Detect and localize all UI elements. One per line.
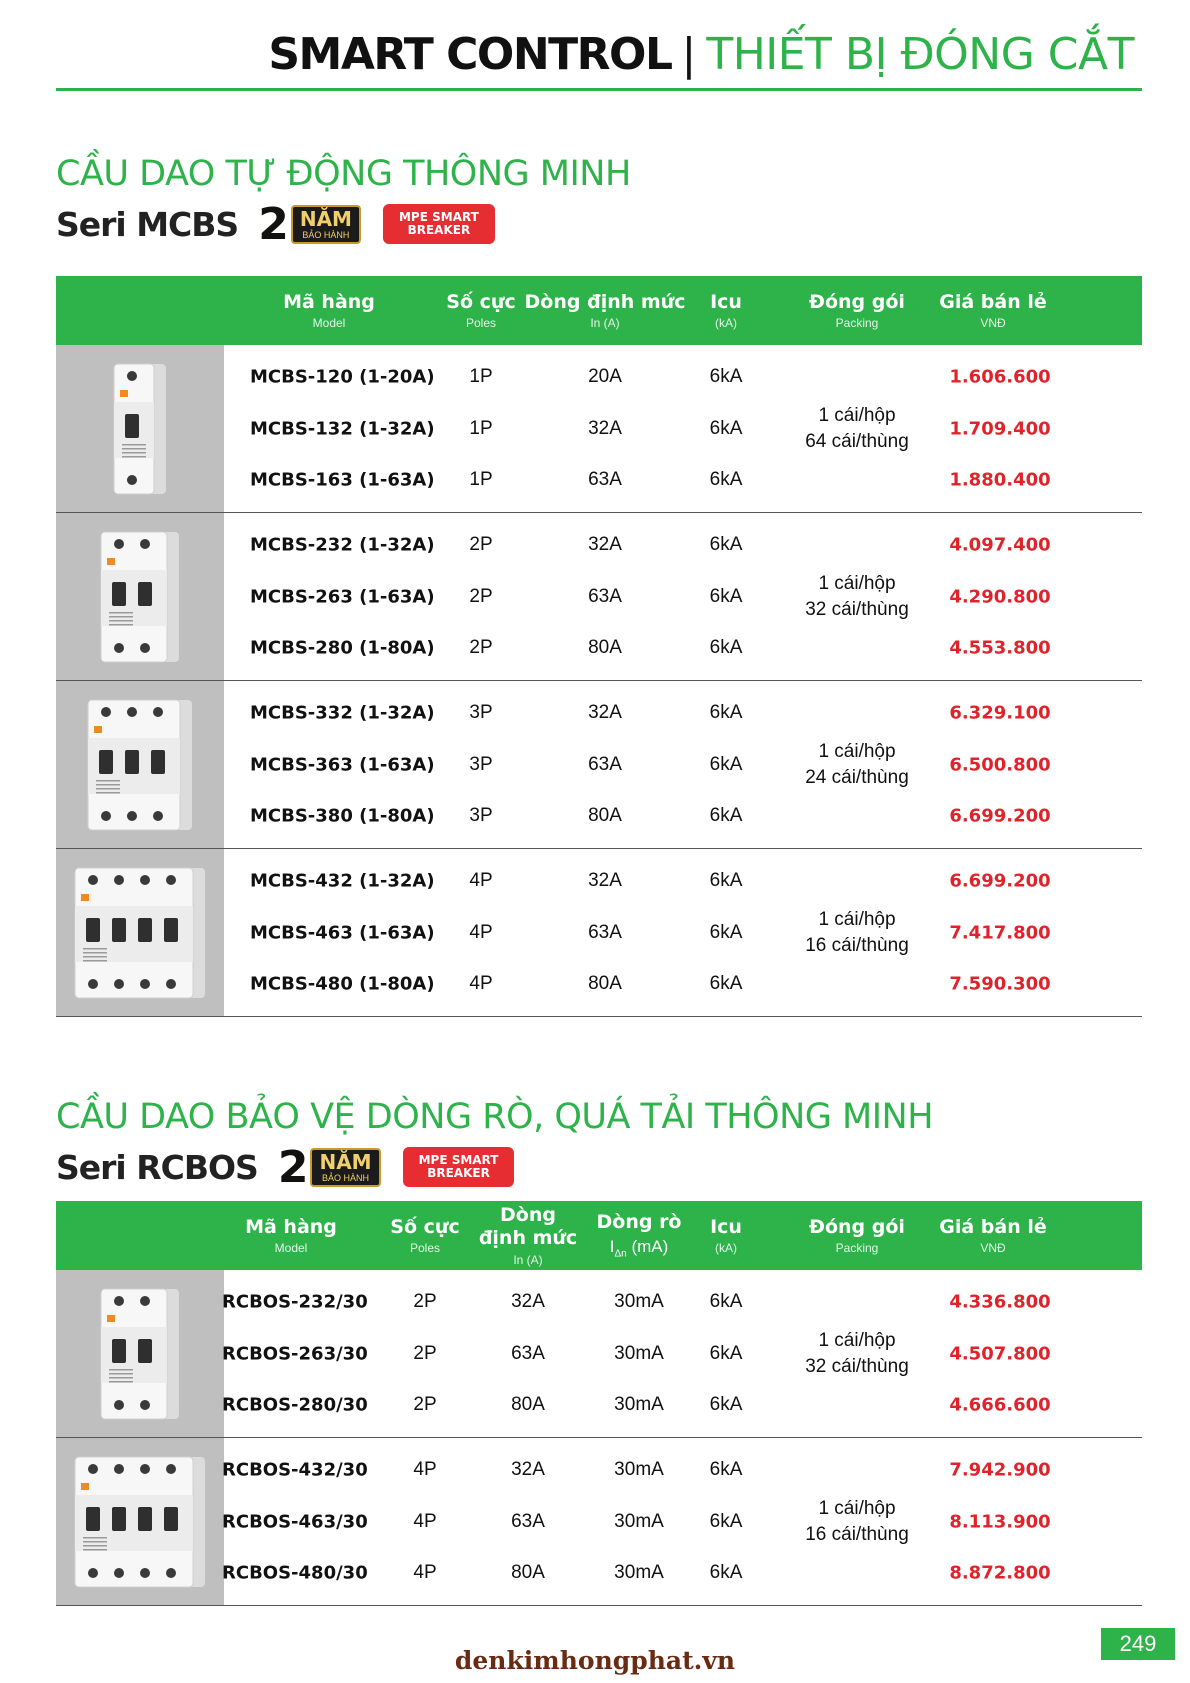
packing-per-carton: 16 cái/thùng [805, 1524, 909, 1545]
rated-current-value: 63A [511, 1343, 545, 1364]
retail-price: 6.329.100 [949, 702, 1051, 724]
poles-value: 4P [413, 1562, 437, 1583]
warranty-word: NĂM [319, 1149, 372, 1174]
retail-price: 1.709.400 [949, 418, 1051, 440]
leakage-current-value: 30mA [614, 1291, 664, 1312]
smart-badge-line2: BREAKER [407, 223, 471, 237]
header-subtitle: Packing [835, 1241, 879, 1256]
retail-price: 7.417.800 [949, 922, 1051, 944]
header-subtitle: In (A) [590, 316, 620, 331]
product-photo [56, 1270, 224, 1437]
packing-per-box: 1 cái/hộp [818, 909, 896, 930]
leak-index: Δn [614, 1248, 627, 1260]
packing-per-box: 1 cái/hộp [818, 405, 896, 426]
header-divider [56, 88, 1142, 91]
model-code: MCBS-232 (1-32A) [250, 534, 435, 556]
leakage-current-value: 30mA [614, 1562, 664, 1583]
poles-value: 4P [413, 1511, 437, 1532]
packing-per-box: 1 cái/hộp [818, 1330, 896, 1351]
rated-current-value: 32A [511, 1291, 545, 1312]
rcbos-header-poles [390, 1201, 459, 1270]
retail-price: 4.097.400 [949, 534, 1051, 556]
icu-value: 6kA [709, 805, 743, 826]
warranty-badge [277, 1141, 381, 1193]
leak-symbol: I [609, 1237, 615, 1257]
header-title: Dòng [500, 1204, 556, 1227]
mcbs-series-row [56, 200, 495, 248]
packing-info [805, 403, 909, 455]
packing-info [805, 571, 909, 623]
rated-current-value: 32A [588, 534, 622, 555]
icu-value: 6kA [709, 754, 743, 775]
header-subtitle: In (A) [513, 1252, 543, 1267]
header-subtitle: Model [312, 316, 346, 331]
header-subtitle: VNĐ [980, 1241, 1006, 1256]
smart-badge-line2: BREAKER [427, 1166, 490, 1180]
rated-current-value: 80A [588, 637, 622, 658]
model-code: MCBS-120 (1-20A) [250, 366, 435, 388]
packing-per-box: 1 cái/hộp [818, 573, 896, 594]
mcbs-series-name: Seri MCBS [56, 204, 239, 244]
poles-value: 2P [469, 534, 493, 555]
rated-current-value: 63A [511, 1511, 545, 1532]
model-code: MCBS-432 (1-32A) [250, 870, 435, 892]
header-subtitle: VNĐ [980, 316, 1006, 331]
rated-current-value: 80A [588, 805, 622, 826]
page-header [268, 24, 1134, 84]
warranty-box [310, 1148, 380, 1187]
poles-value: 2P [413, 1343, 437, 1364]
breaker-product-image [73, 866, 207, 1000]
header-subtitle: Model [274, 1241, 308, 1256]
smart-badge-line1: MPE SMART [398, 210, 479, 225]
warranty-sub: BẢO HÀNH [322, 1172, 370, 1183]
smart-breaker-badge [383, 204, 495, 244]
smart-badge-line1: MPE SMART [418, 1153, 499, 1168]
rated-current-value: 80A [511, 1394, 545, 1415]
model-code: RCBOS-463/30 [222, 1511, 368, 1533]
rated-current-value: 20A [588, 366, 622, 387]
model-code: RCBOS-263/30 [222, 1343, 368, 1365]
header-title: Dòng rò [596, 1211, 682, 1234]
product-photo [56, 513, 224, 680]
model-code: MCBS-480 (1-80A) [250, 973, 435, 995]
mcbs-table-body [56, 345, 1142, 1017]
model-code: MCBS-363 (1-63A) [250, 754, 435, 776]
header-title: Mã hàng [245, 1215, 337, 1238]
rated-current-value: 63A [588, 754, 622, 775]
leakage-current-value: 30mA [614, 1343, 664, 1364]
poles-value: 4P [469, 973, 493, 994]
mcbs-product-group [56, 513, 1142, 681]
packing-per-carton: 24 cái/thùng [805, 767, 909, 788]
icu-value: 6kA [709, 469, 743, 490]
warranty-sub: BẢO HÀNH [302, 229, 350, 240]
rcbos-product-group [56, 1270, 1142, 1438]
header-subtitle: Packing [835, 316, 879, 331]
header-title: Số cực [446, 290, 516, 313]
packing-info [805, 1328, 909, 1380]
icu-value: 6kA [709, 973, 743, 994]
brand-title: SMART CONTROL [268, 28, 672, 80]
product-photo [56, 849, 224, 1016]
model-code: RCBOS-232/30 [222, 1291, 368, 1313]
model-code: RCBOS-280/30 [222, 1394, 368, 1416]
poles-value: 1P [469, 418, 493, 439]
leakage-current-value: 30mA [614, 1511, 664, 1532]
poles-value: 4P [413, 1459, 437, 1480]
retail-price: 8.872.800 [949, 1562, 1051, 1584]
rcbos-header-leak [597, 1201, 682, 1270]
retail-price: 6.500.800 [949, 754, 1051, 776]
mcbs-header-packing [809, 276, 905, 345]
icu-value: 6kA [709, 637, 743, 658]
rcbos-header-packing [809, 1201, 905, 1270]
icu-value: 6kA [709, 418, 743, 439]
product-photo [56, 1438, 224, 1605]
poles-value: 3P [469, 754, 493, 775]
rcbos-series-name: Seri RCBOS [56, 1147, 258, 1187]
retail-price: 4.290.800 [949, 586, 1051, 608]
rcbos-table-body [56, 1270, 1142, 1606]
model-code: MCBS-463 (1-63A) [250, 922, 435, 944]
rcbos-header-current [479, 1201, 577, 1270]
retail-price: 4.507.800 [949, 1343, 1051, 1365]
rated-current-value: 80A [511, 1562, 545, 1583]
model-code: MCBS-332 (1-32A) [250, 702, 435, 724]
model-code: MCBS-163 (1-63A) [250, 469, 435, 491]
packing-per-carton: 16 cái/thùng [805, 935, 909, 956]
poles-value: 2P [469, 586, 493, 607]
header-title: Giá bán lẻ [939, 290, 1047, 313]
poles-value: 2P [469, 637, 493, 658]
model-code: MCBS-263 (1-63A) [250, 586, 435, 608]
mcbs-header-current [525, 276, 686, 345]
poles-value: 3P [469, 702, 493, 723]
icu-value: 6kA [709, 870, 743, 891]
warranty-word: NĂM [299, 206, 352, 231]
model-code: RCBOS-432/30 [222, 1459, 368, 1481]
model-code: RCBOS-480/30 [222, 1562, 368, 1584]
header-subtitle [610, 1237, 669, 1259]
rated-current-value: 32A [588, 702, 622, 723]
packing-per-carton: 32 cái/thùng [805, 1356, 909, 1377]
retail-price: 1.606.600 [949, 366, 1051, 388]
retail-price: 8.113.900 [949, 1511, 1051, 1533]
rcbos-section-title: CẦU DAO BẢO VỆ DÒNG RÒ, QUÁ TẢI THÔNG MINH [56, 1097, 934, 1137]
rcbos-header-icu [710, 1201, 742, 1270]
retail-price: 6.699.200 [949, 805, 1051, 827]
icu-value: 6kA [709, 586, 743, 607]
rcbos-header-model [245, 1201, 337, 1270]
retail-price: 6.699.200 [949, 870, 1051, 892]
breaker-product-image [99, 530, 181, 664]
retail-price: 7.590.300 [949, 973, 1051, 995]
icu-value: 6kA [709, 534, 743, 555]
poles-value: 2P [413, 1291, 437, 1312]
rcbos-table-header [56, 1201, 1142, 1270]
header-title: Dòng định mức [524, 290, 686, 313]
retail-price: 1.880.400 [949, 469, 1051, 491]
retail-price: 4.666.600 [949, 1394, 1051, 1416]
icu-value: 6kA [709, 1343, 743, 1364]
breaker-product-image [73, 1455, 207, 1589]
product-photo [56, 681, 224, 848]
icu-value: 6kA [709, 1562, 743, 1583]
packing-info [805, 907, 909, 959]
packing-per-box: 1 cái/hộp [818, 741, 896, 762]
warranty-badge [258, 198, 361, 250]
header-title: Icu [710, 290, 742, 313]
website-watermark: denkimhongphat.vn [454, 1646, 736, 1675]
packing-per-carton: 32 cái/thùng [805, 599, 909, 620]
poles-value: 4P [469, 922, 493, 943]
mcbs-product-group [56, 849, 1142, 1017]
header-subtitle: Poles [465, 316, 497, 331]
icu-value: 6kA [709, 366, 743, 387]
rcbos-product-group [56, 1438, 1142, 1606]
header-topic: THIẾT BỊ ĐÓNG CẮT [706, 28, 1134, 80]
rcbos-header-price [939, 1201, 1047, 1270]
retail-price: 7.942.900 [949, 1459, 1051, 1481]
rated-current-value: 80A [588, 973, 622, 994]
breaker-product-image [86, 698, 194, 832]
page-number: 249 [1101, 1628, 1175, 1660]
product-photo [56, 345, 224, 512]
header-title: Mã hàng [283, 290, 375, 313]
icu-value: 6kA [709, 922, 743, 943]
retail-price: 4.336.800 [949, 1291, 1051, 1313]
header-subtitle: (kA) [714, 316, 737, 331]
header-title: Icu [710, 1215, 742, 1238]
smart-breaker-badge [403, 1147, 515, 1187]
rcbos-series-row [56, 1143, 514, 1191]
rated-current-value: 63A [588, 469, 622, 490]
poles-value: 4P [469, 870, 493, 891]
header-subtitle: (kA) [714, 1241, 737, 1256]
icu-value: 6kA [709, 1394, 743, 1415]
rated-current-value: 32A [511, 1459, 545, 1480]
icu-value: 6kA [709, 702, 743, 723]
rcbos-price-table [56, 1201, 1142, 1606]
leakage-current-value: 30mA [614, 1394, 664, 1415]
mcbs-header-model [283, 276, 375, 345]
breaker-product-image [99, 1287, 181, 1421]
header-title: Đóng gói [809, 290, 905, 313]
mcbs-header-price [939, 276, 1047, 345]
icu-value: 6kA [709, 1459, 743, 1480]
header-title: Đóng gói [809, 1215, 905, 1238]
warranty-box [291, 205, 361, 244]
icu-value: 6kA [709, 1511, 743, 1532]
rated-current-value: 32A [588, 418, 622, 439]
model-code: MCBS-380 (1-80A) [250, 805, 435, 827]
header-title: Giá bán lẻ [939, 1215, 1047, 1238]
model-code: MCBS-132 (1-32A) [250, 418, 435, 440]
leak-unit: (mA) [626, 1237, 669, 1257]
rated-current-value: 32A [588, 870, 622, 891]
warranty-number: 2 [277, 1141, 309, 1193]
retail-price: 4.553.800 [949, 637, 1051, 659]
poles-value: 1P [469, 366, 493, 387]
mcbs-header-icu [710, 276, 742, 345]
icu-value: 6kA [709, 1291, 743, 1312]
header-subtitle: Poles [409, 1241, 441, 1256]
packing-per-box: 1 cái/hộp [818, 1498, 896, 1519]
header-title: Số cực [390, 1215, 460, 1238]
packing-per-carton: 64 cái/thùng [805, 431, 909, 452]
model-code: MCBS-280 (1-80A) [250, 637, 435, 659]
mcbs-table-header [56, 276, 1142, 345]
warranty-number: 2 [258, 198, 289, 250]
poles-value: 3P [469, 805, 493, 826]
rated-current-value: 63A [588, 586, 622, 607]
mcbs-price-table [56, 276, 1142, 1017]
poles-value: 2P [413, 1394, 437, 1415]
packing-info [805, 739, 909, 791]
poles-value: 1P [469, 469, 493, 490]
header-title-line2: định mức [478, 1227, 578, 1249]
mcbs-header-poles [446, 276, 515, 345]
rated-current-value: 63A [588, 922, 622, 943]
packing-info [805, 1496, 909, 1548]
breaker-product-image [112, 362, 168, 496]
leakage-current-value: 30mA [614, 1459, 664, 1480]
mcbs-product-group [56, 681, 1142, 849]
mcbs-section-title: CẦU DAO TỰ ĐỘNG THÔNG MINH [56, 154, 631, 194]
mcbs-product-group [56, 345, 1142, 513]
header-separator: | [681, 28, 697, 80]
